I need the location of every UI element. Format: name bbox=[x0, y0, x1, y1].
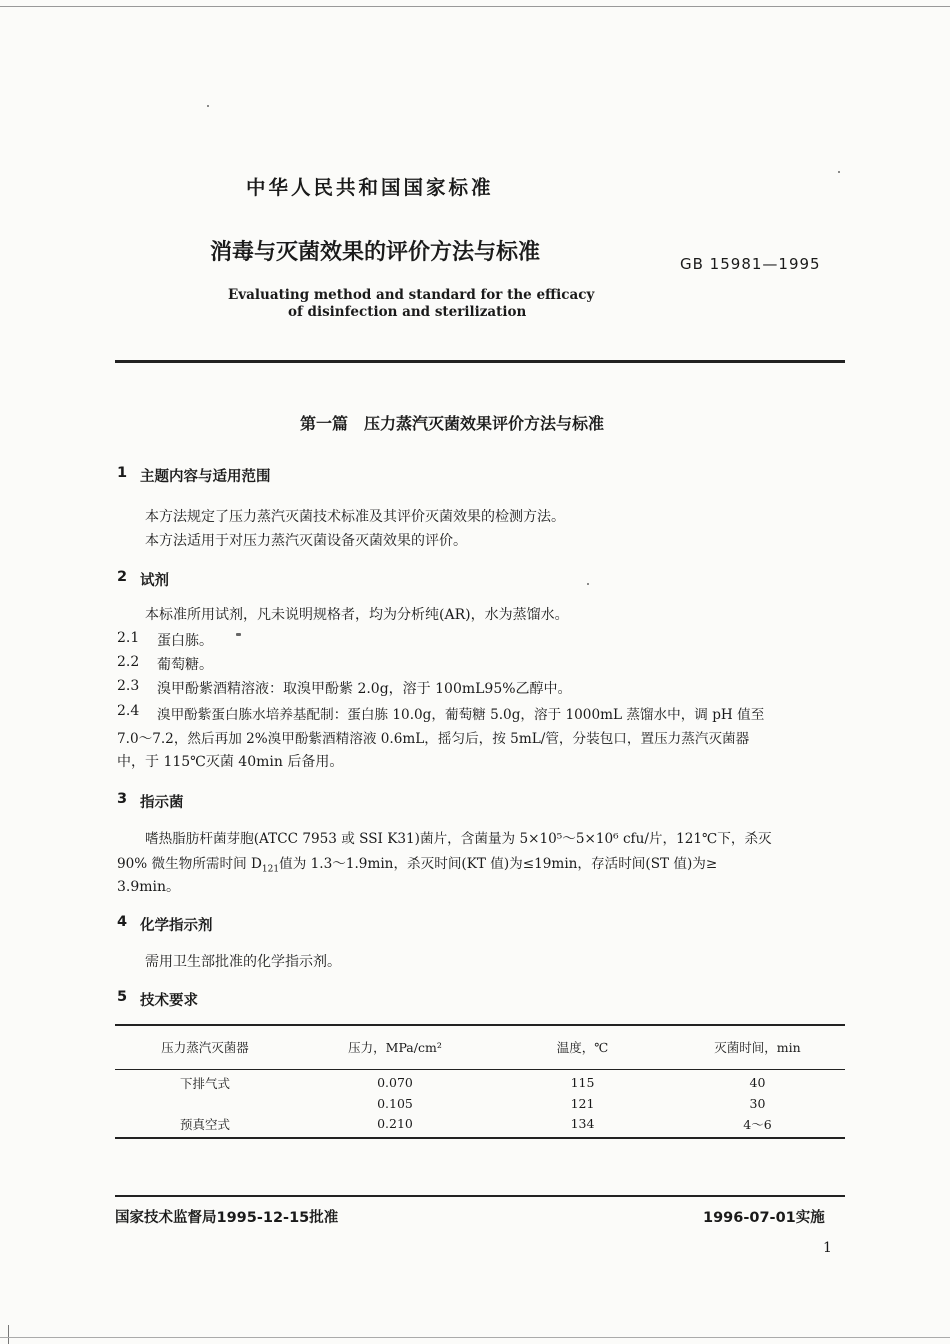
table-row bbox=[115, 1069, 845, 1093]
section-3-line-1: 嗜热脂肪杆菌芽胞(ATCC 7953 或 SSI K31)菌片，含菌量为 5×10⁵～5×10⁶ cfu/片，121℃下，杀灭 bbox=[145, 831, 772, 847]
table-cell: 预真空式 bbox=[115, 1114, 295, 1138]
section-3-title: 指示菌 bbox=[140, 795, 184, 811]
table-cell: 下排气式 bbox=[179, 1075, 230, 1091]
table-row bbox=[115, 1093, 845, 1114]
effective-date: 1996-07-01实施 bbox=[703, 1210, 825, 1226]
section-1-paragraph-1: 本方法规定了压力蒸汽灭菌技术标准及其评价灭菌效果的检测方法。 bbox=[145, 509, 565, 525]
section-5-title: 技术要求 bbox=[140, 993, 198, 1009]
section-3-line-2-b: 值为 1.3～1.9min，杀灭时间(KT 值)为≤19min，存活时间(ST 值)为≥ bbox=[279, 856, 718, 872]
table-cell: 115 bbox=[570, 1075, 595, 1090]
header-rule bbox=[115, 360, 845, 363]
section-1-number: 1 bbox=[117, 465, 128, 481]
document-title-en-line2: of disinfection and sterilization bbox=[288, 304, 527, 320]
item-2-1-number: 2.1 bbox=[117, 630, 140, 646]
document-title-en-line1: Evaluating method and standard for the efficacy bbox=[228, 287, 595, 303]
table-cell: 121 bbox=[570, 1095, 595, 1111]
item-2-4-text-line3: 中，于 115℃灭菌 40min 后备用。 bbox=[117, 754, 344, 770]
item-2-4-text-line1: 溴甲酚紫蛋白胨水培养基配制：蛋白胨 10.0g，葡萄糖 5.0g，溶于 1000mL 蒸馏水中，调 pH 值至 bbox=[157, 707, 765, 723]
section-4-paragraph: 需用卫生部批准的化学指示剂。 bbox=[145, 954, 341, 970]
section-4-number: 4 bbox=[117, 914, 128, 930]
document-title-cn: 消毒与灭菌效果的评价方法与标准 bbox=[210, 240, 541, 265]
column-header-temperature: 温度，℃ bbox=[495, 1025, 670, 1069]
table-header-row bbox=[115, 1025, 845, 1069]
column-header-sterilizer: 压力蒸汽灭菌器 bbox=[115, 1025, 295, 1069]
section-2-title: 试剂 bbox=[140, 573, 169, 589]
item-2-3-number: 2.3 bbox=[117, 678, 140, 694]
table-row bbox=[115, 1114, 845, 1138]
section-1-title: 主题内容与适用范围 bbox=[140, 469, 271, 485]
table-cell: 0.210 bbox=[295, 1114, 495, 1138]
standard-code: GB 15981—1995 bbox=[680, 255, 821, 273]
section-2-number: 2 bbox=[117, 569, 128, 585]
section-3-line-3: 3.9min。 bbox=[117, 879, 181, 895]
column-header-time: 灭菌时间，min bbox=[670, 1025, 845, 1069]
section-4-title: 化学指示剂 bbox=[140, 918, 213, 934]
technical-requirements-table bbox=[115, 1024, 845, 1139]
section-3-line-2-a: 90% 微生物所需时间 D bbox=[117, 856, 262, 872]
scan-speck bbox=[207, 105, 209, 107]
scan-speck bbox=[587, 583, 589, 585]
section-1-paragraph-2: 本方法适用于对压力蒸汽灭菌设备灭菌效果的评价。 bbox=[145, 533, 467, 549]
item-2-2-text: 葡萄糖。 bbox=[157, 657, 213, 673]
section-2-intro: 本标准所用试剂，凡未说明规格者，均为分析纯(AR)，水为蒸馏水。 bbox=[145, 607, 569, 623]
table-cell: 4～6 bbox=[670, 1114, 845, 1138]
part-title: 第一篇 压力蒸汽灭菌效果评价方法与标准 bbox=[300, 414, 605, 433]
item-2-4-text-line2: 7.0～7.2，然后再加 2%溴甲酚紫酒精溶液 0.6mL，摇匀后，按 5mL/管，分装包口，置压力蒸汽灭菌器 bbox=[117, 731, 750, 747]
footer-rule bbox=[115, 1195, 845, 1197]
table-cell: 30 bbox=[749, 1095, 766, 1111]
scan-speck bbox=[236, 633, 241, 636]
section-3-number: 3 bbox=[117, 791, 128, 807]
d-value-subscript: 121 bbox=[261, 864, 280, 875]
scan-border-left bbox=[8, 1325, 9, 1344]
scan-border-top bbox=[0, 6, 950, 7]
scan-speck bbox=[838, 171, 840, 173]
item-2-4-number: 2.4 bbox=[117, 703, 140, 719]
table-cell: 0.105 bbox=[377, 1095, 413, 1111]
table-cell bbox=[115, 1093, 295, 1114]
table-cell: 134 bbox=[495, 1114, 670, 1138]
page-number: 1 bbox=[823, 1240, 832, 1256]
table-cell: 40 bbox=[749, 1075, 766, 1090]
column-header-pressure: 压力，MPa/cm² bbox=[295, 1025, 495, 1069]
item-2-3-text: 溴甲酚紫酒精溶液：取溴甲酚紫 2.0g，溶于 100mL95%乙醇中。 bbox=[157, 681, 572, 697]
country-standard-heading: 中华人民共和国国家标准 bbox=[246, 176, 494, 199]
item-2-2-number: 2.2 bbox=[117, 654, 140, 670]
table-cell: 0.070 bbox=[377, 1075, 413, 1090]
approval-note: 国家技术监督局1995-12-15批准 bbox=[115, 1210, 339, 1226]
section-3-line-2 bbox=[117, 852, 717, 875]
section-5-number: 5 bbox=[117, 989, 128, 1005]
item-2-1-text: 蛋白胨。 bbox=[157, 633, 213, 649]
scan-border-bottom bbox=[0, 1337, 950, 1338]
